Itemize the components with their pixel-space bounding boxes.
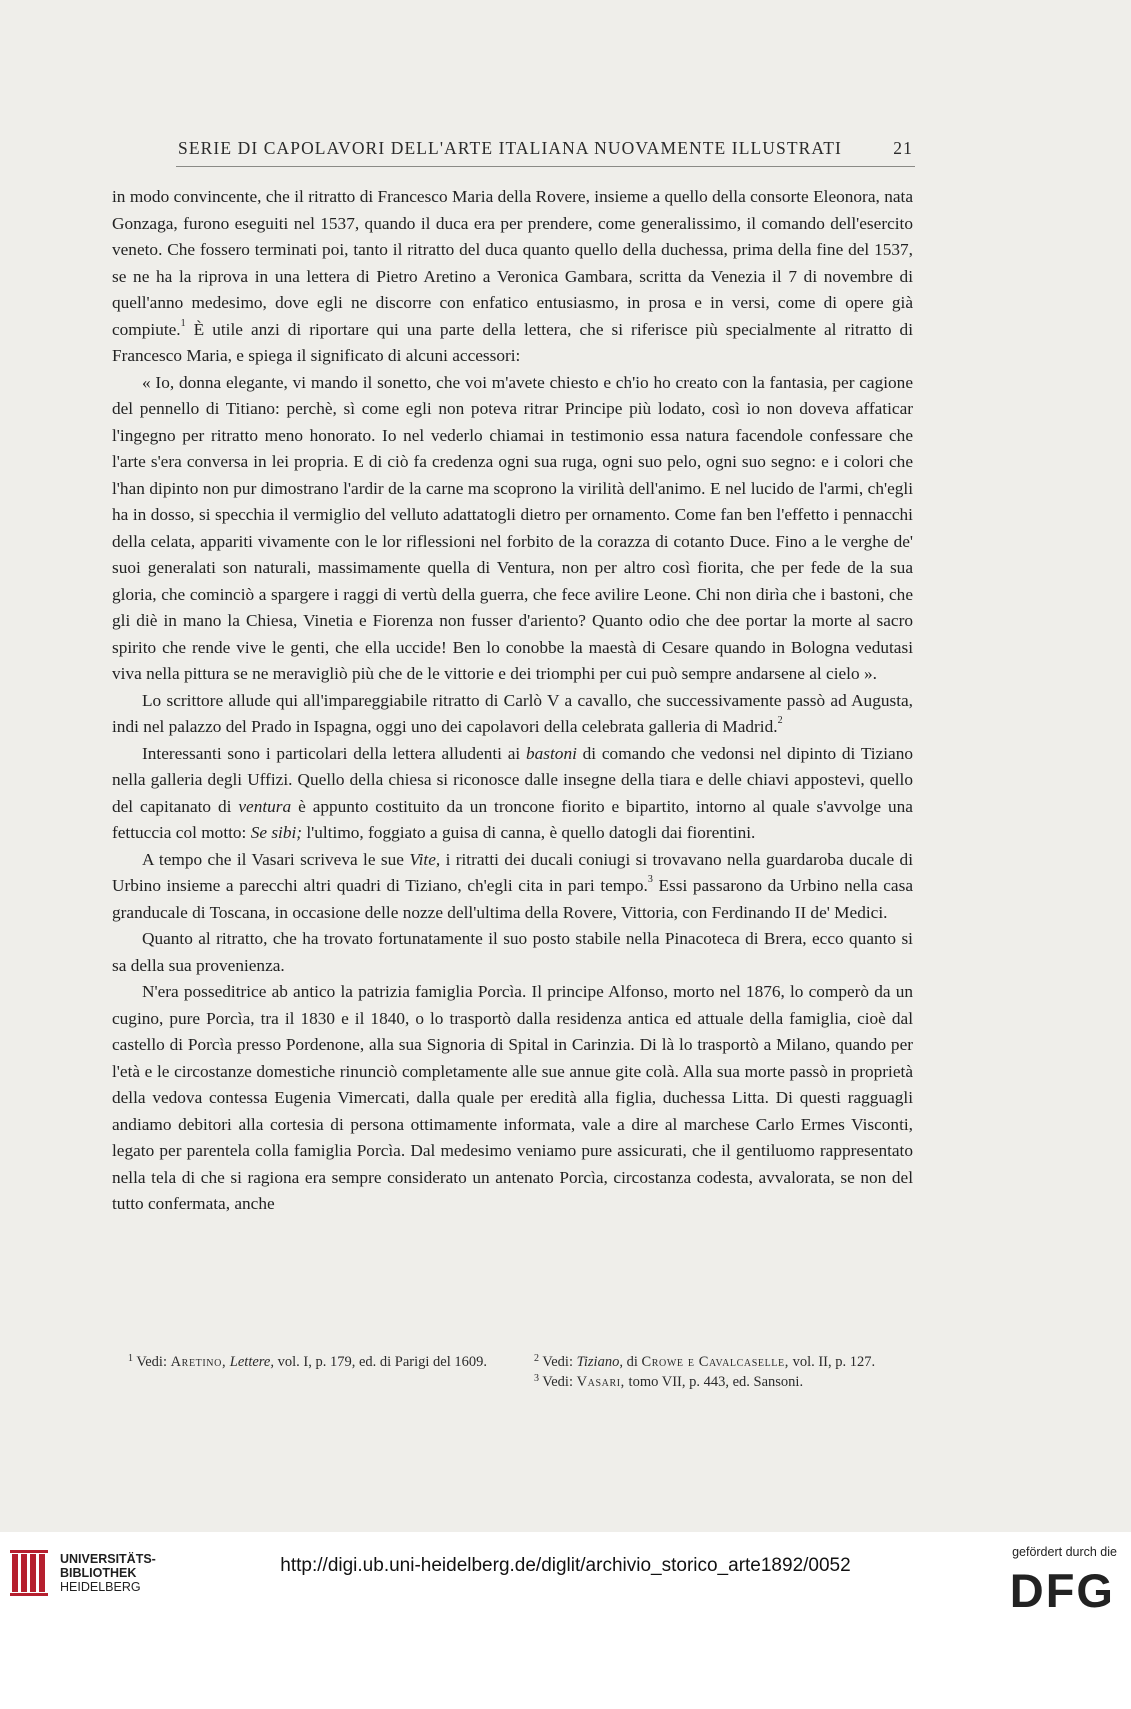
running-title: SERIE DI CAPOLAVORI DELL'ARTE ITALIANA NUOVAMENTE ILLUSTRATI: [178, 138, 842, 158]
paragraph-4: [112, 741, 913, 847]
text-span: l'ultimo, foggiato a guisa di canna, è quello datogli dai fiorentini.: [302, 823, 756, 842]
text-span: Essi passarono da Urbino nella casa granducale di Toscana, in occasione delle nozze dell'ultima della Rovere, Vittoria, con Ferdinando II de' Medici.: [112, 876, 913, 922]
work-title: Lettere,: [229, 1354, 274, 1370]
footnote-column-left: [112, 1352, 487, 1392]
text-span: di comando che vedonsi nel dipinto di Tiziano nella galleria degli Uffizi. Quello della chiesa si riconosce dalle insegne della tiara e delle chiavi appostevi, quello del capitanato di: [112, 743, 913, 816]
funding-label: gefördert durch die: [1012, 1545, 1117, 1559]
author-name: Vasari,: [576, 1374, 625, 1390]
text-span: È utile anzi di riportare qui una parte della lettera, che si riferisce più specialmente al ritratto di Francesco Maria, e spiega il significato di alcuni accessori:: [112, 319, 913, 365]
footnote-number: 2: [534, 1353, 539, 1364]
library-name-line-2: BIBLIOTHEK: [60, 1566, 137, 1580]
paragraph-2-quotation: « Io, donna elegante, vi mando il sonetto, che voi m'avete chiesto e ch'io ho creato con la fantasia, per cagione del pennello di Titiano: perchè, sì come egli non poteva ritrar Principe più lodato, così io non doveva affaticar l'ingegno per ritratto meno honorato. Io nel vederlo chiamai in testimonio essa natura facendole confessare che l'arte s'era conversa in lei propria. E di ciò fa credenza ogni sua ruga, ogni suo pelo, ogni suo segno: e i colori che l'han dipinto non pur dimostrano l'ardir de la carne ma scoprono la virilità dell'animo. E nel lucido de l'armi, ch'egli ha in dosso, si specchia il vermiglio del velluto adattatogli dietro per ornamento. Come fan ben l'effetto i pennacchi della celata, appariti vivamente con le lor riflessioni nel forbito de la corazza di cotanto Duce. Fino a le verghe de' suoi generalati son naturali, massimamente quella di Ventura, non per altro così fiorita, che per fede de la sua gloria, che cominciò a spargere i raggi di vertù della guerra, che fece avilire Leone. Chi non dirìa che i bastoni, che gli diè in mano la Chiesa, Vinetia e Fiorenza non fusser d'ariento? Quanto odio che dee portar la morte al sacro spirito che rende vive le genti, che ella uccide! Ben lo conobbe la maestà di Cesare quando in Bologna vedutasi viva nella pittura se ne meravigliò più che de le vittorie e dei triomphi per cui può sempre andarsene al cielo ».: [112, 372, 913, 683]
footnote-ref-1: 1: [180, 317, 186, 329]
footnote-number: 1: [128, 1353, 133, 1364]
paragraph-7: N'era posseditrice ab antico la patrizia famiglia Porcìa. Il principe Alfonso, morto nel 1876, lo comperò da un cugino, pure Porcìa, tra il 1830 e il 1840, o lo trasportò dalla residenza antica ed attuale della famiglia, cioè dal castello di Porcìa presso Pordenone, alla sua Signoria di Spital in Carinzia. Di là lo trasportò a Milano, quando per l'età e le circostanze domestiche rinunciò completamente alle sue annue gite colà. Alla sua morte passò in proprietà della vedova contessa Eugenia Vimercati, dalla quale per eredità alla figlia, duchessa Litta. Di questi ragguagli andiamo debitori alla cortesia di persona ottimamente informata, vale a dire al marchese Carlo Ermes Visconti, legato per parentela colla famiglia Porcìa. Dal medesimo veniamo pure assicurati, che il gentiluomo rappresentato nella tela di che si ragiona era sempre considerato un antenato Porcìa, circostanza codesta, avvalorata, se non del tutto confermata, anche: [112, 982, 913, 1213]
library-name-line-3: HEIDELBERG: [60, 1580, 141, 1594]
italic-span: ventura: [238, 796, 292, 816]
author-name: Crowe e Cavalcaselle,: [641, 1354, 789, 1370]
author-name: Aretino,: [170, 1354, 227, 1370]
footnotes: [112, 1352, 913, 1392]
library-name-line-1: UNIVERSITÄTS-: [60, 1552, 156, 1566]
permalink-url[interactable]: http://digi.ub.uni-heidelberg.de/diglit/archivio_storico_arte1892/0052: [280, 1555, 851, 1576]
text-span: A tempo che il Vasari scriveva le sue: [142, 849, 410, 869]
header-rule: [176, 166, 915, 167]
text-span: Interessanti sono i particolari della lettera alludenti ai: [142, 743, 526, 763]
paragraph-3: [112, 688, 913, 741]
paragraph-6: Quanto al ritratto, che ha trovato fortunatamente il suo posto stabile nella Pinacoteca di Brera, ecco quanto si sa della sua provenienza.: [112, 929, 913, 975]
text-span: Vedi:: [136, 1354, 171, 1370]
text-span: di: [622, 1354, 642, 1370]
body-text: [112, 184, 913, 1218]
page-number: 21: [893, 138, 913, 158]
footnote-1: [112, 1352, 487, 1372]
text-span: è appunto costituito da un troncone fiorito e bipartito, intorno al quale s'avvolge una fettuccia col motto:: [112, 796, 913, 842]
footnote-column-right: [518, 1352, 913, 1392]
text-span: vol. I, p. 179, ed. di Parigi del 1609.: [273, 1354, 488, 1370]
footnote-2: [518, 1352, 913, 1372]
italic-span: Vite,: [409, 849, 441, 869]
italic-span: bastoni: [526, 743, 577, 763]
footnote-ref-3: 3: [647, 874, 653, 885]
footnote-ref-2: 2: [777, 715, 783, 726]
text-span: i ritratti dei ducali coniugi si trovavano nella guardaroba ducale di Urbino insieme a parecchi altri quadri di Tiziano, ch'egli cita in pari tempo.: [112, 849, 913, 895]
work-title: Tiziano,: [576, 1354, 623, 1370]
text-span: tomo VII, p. 443, ed. Sansoni.: [624, 1374, 804, 1390]
running-header: [178, 138, 913, 159]
text-span: vol. II, p. 127.: [788, 1354, 876, 1370]
paragraph-5: [112, 847, 913, 927]
text-span: Vedi:: [542, 1374, 577, 1390]
footnote-3: [518, 1372, 913, 1392]
dfg-logo[interactable]: DFG: [1009, 1564, 1115, 1617]
paragraph-1: [112, 184, 913, 370]
text-span: in modo convincente, che il ritratto di Francesco Maria della Rovere, insieme a quello della consorte Eleonora, nata Gonzaga, furono eseguiti nel 1537, quando il duca era per prendere, come generalissimo, il comando dell'esercito veneto. Che fossero terminati poi, tanto il ritratto del duca quanto quello della duchessa, prima della fine del 1537, se ne ha la riprova in una lettera di Pietro Aretino a Veronica Gambara, scritta da Venezia il 7 di novembre di quell'anno medesimo, dove egli ne discorre con enfatico entusiasmo, in prosa e in versi, come di opere già compiute.: [112, 187, 913, 339]
text-span: Vedi:: [542, 1354, 577, 1370]
text-span: Lo scrittore allude qui all'impareggiabile ritratto di Carlò V a cavallo, che successivamente passò ad Augusta, indi nel palazzo del Prado in Ispagna, oggi uno dei capolavori della celebrata galleria di Madrid.: [112, 690, 913, 736]
footnote-number: 3: [534, 1373, 539, 1384]
italic-span: Se sibi;: [250, 823, 303, 842]
